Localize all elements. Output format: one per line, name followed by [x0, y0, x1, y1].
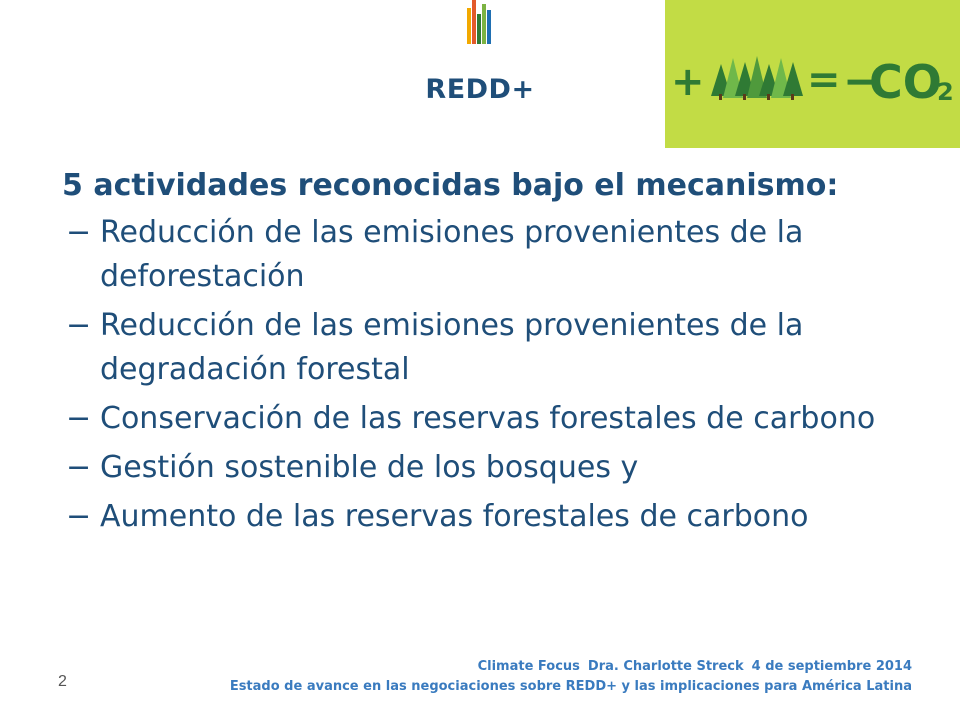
- trees-icon: [711, 56, 803, 100]
- color-bars-logo: [465, 0, 495, 44]
- footer-author: Dra. Charlotte Streck: [587, 659, 744, 674]
- plus-sign: +: [671, 59, 705, 105]
- co2-banner: [665, 0, 960, 148]
- list-item: [62, 304, 952, 392]
- activities-heading: 5 actividades reconocidas bajo el mecanismo:: [62, 168, 839, 203]
- list-item-text: Reducción de las emisiones provenientes de la degradación forestal: [100, 308, 804, 387]
- list-item: [62, 446, 952, 490]
- equals-sign: =: [807, 57, 841, 103]
- footer-line-1: [92, 657, 912, 677]
- list-item-text: Conservación de las reservas forestales de carbono: [100, 401, 876, 436]
- footer-org: Climate Focus: [477, 659, 580, 674]
- activities-list: [62, 211, 952, 539]
- dash-bullet: −: [66, 215, 92, 250]
- minus-sign: −: [843, 56, 880, 107]
- footer: [92, 657, 912, 697]
- footer-date: 4 de septiembre 2014: [751, 659, 912, 674]
- co2-subscript: 2: [937, 78, 954, 106]
- footer-subtitle: Estado de avance en las negociaciones sobre REDD+ y las implicaciones para América Latina: [229, 679, 912, 694]
- slide-title: REDD+: [425, 74, 535, 105]
- dash-bullet: −: [66, 401, 92, 436]
- list-item: [62, 397, 952, 441]
- list-item-text: Reducción de las emisiones provenientes de la deforestación: [100, 215, 804, 294]
- co2-label: CO: [869, 55, 942, 109]
- trees-equals-minus-co2-graphic: [665, 0, 960, 148]
- list-item-text: Gestión sostenible de los bosques y: [100, 450, 639, 485]
- slide-number: 2: [58, 673, 67, 690]
- list-item: [62, 211, 952, 299]
- slide-content: [62, 166, 952, 539]
- list-item-text: Aumento de las reservas forestales de carbono: [100, 499, 809, 534]
- list-item: [62, 495, 952, 539]
- dash-bullet: −: [66, 499, 92, 534]
- dash-bullet: −: [66, 450, 92, 485]
- dash-bullet: −: [66, 308, 92, 343]
